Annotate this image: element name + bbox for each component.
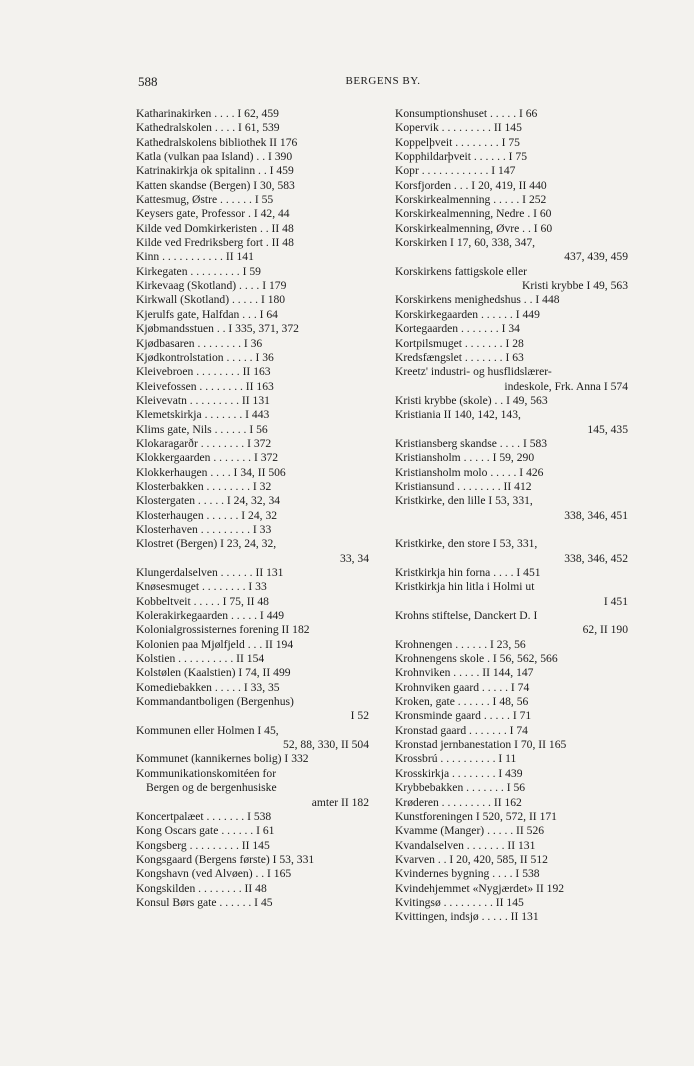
- index-entry: Klokkerhaugen . . . . I 34, II 506: [136, 465, 286, 479]
- index-entry: Kristkirkja hin forna . . . . I 451: [395, 566, 541, 579]
- index-entry: Krossbrú . . . . . . . . . . I 11: [395, 752, 517, 766]
- index-entry: Korskirkealmenning, Nedre . I 60: [395, 207, 552, 221]
- index-entry: amter II 182: [311, 795, 369, 809]
- index-entry: Korskirkens menighedshus . . I 448: [395, 293, 560, 307]
- index-entry: Kristiansund . . . . . . . . II 412: [395, 479, 532, 493]
- index-entry: Kristkirke, den lille I 53, 331,: [395, 494, 533, 508]
- index-entry: Klostret (Bergen) I 23, 24, 32,: [136, 537, 277, 551]
- index-entry: Konsumptionshuset . . . . . I 66: [395, 107, 538, 120]
- index-entry: Kvittingen, indsjø . . . . . II 131: [395, 910, 539, 924]
- index-entry: Kolonialgrossisternes forening II 182: [136, 623, 310, 637]
- index-entry: Kristiansholm molo . . . . . I 426: [395, 465, 544, 479]
- index-entry: Kommunen eller Holmen I 45,: [136, 723, 279, 737]
- index-entry: Kroken, gate . . . . . . I 48, 56: [395, 695, 529, 709]
- index-entry: Korsfjorden . . . I 20, 419, II 440: [395, 178, 547, 192]
- index-entry: Kirkwall (Skotland) . . . . . I 180: [136, 293, 286, 307]
- index-entry: Katten skandse (Bergen) I 30, 583: [136, 178, 295, 192]
- index-entry: Kilde ved Fredriksberg fort . II 48: [136, 236, 294, 250]
- index-entry: Kristkirke, den store I 53, 331,: [395, 537, 538, 551]
- index-entry: Katla (vulkan paa Island) . . I 390: [136, 150, 293, 164]
- index-entry: 52, 88, 330, II 504: [283, 738, 369, 752]
- index-entry: Katrinakirkja ok spitalinn . . I 459: [136, 164, 294, 178]
- index-entry: 437, 439, 459: [564, 250, 628, 264]
- index-entry: Kirkevaag (Skotland) . . . . I 179: [136, 279, 287, 293]
- index-entry: Kathedralskolens bibliothek II 176: [136, 135, 298, 149]
- index-entry: Kleivebroen . . . . . . . . II 163: [136, 365, 271, 379]
- index-entry: Kvindehjemmet «Nygjærdet» II 192: [395, 881, 565, 895]
- index-entry: Kristkirkja hin litla i Holmi ut: [395, 580, 535, 594]
- index-entry: Knøsesmuget . . . . . . . . I 33: [136, 580, 267, 594]
- index-entry: indeskole, Frk. Anna I 574: [504, 379, 628, 393]
- index-entry: Korskirkens fattigskole eller: [395, 264, 528, 278]
- index-entry: Koppelþveit . . . . . . . . I 75: [395, 135, 520, 149]
- index-entry: Kjødkontrolstation . . . . . I 36: [136, 350, 274, 364]
- index-entry: Krohnviken . . . . . II 144, 147: [395, 666, 534, 680]
- index-entry: 33, 34: [340, 551, 369, 565]
- index-entry: Klosterhaven . . . . . . . . . I 33: [136, 522, 272, 536]
- index-entry: I 451: [603, 594, 628, 608]
- index-entry: Kattesmug, Østre . . . . . . I 55: [136, 193, 274, 207]
- index-entry: Kredsfængslet . . . . . . . I 63: [395, 350, 524, 364]
- page-header: [138, 74, 628, 92]
- index-entry: Korskirkegaarden . . . . . . I 449: [395, 307, 540, 321]
- index-entry: Kvandalselven . . . . . . . II 131: [395, 838, 536, 852]
- index-entry: Krohnengen . . . . . . I 23, 56: [395, 637, 526, 651]
- index-entry: Kong Oscars gate . . . . . . I 61: [136, 824, 275, 838]
- index-entry: 338, 346, 452: [564, 551, 628, 565]
- index-entry: Klosterbakken . . . . . . . . I 32: [136, 479, 272, 493]
- index-entry: Kleivefossen . . . . . . . . II 163: [136, 379, 274, 393]
- index-entry: Kunstforeningen I 520, 572, II 171: [395, 809, 557, 823]
- index-entry: 145, 435: [587, 422, 628, 436]
- index-entry: Kommunikationskomitéen for: [136, 766, 277, 780]
- index-entry: Kjøbmandsstuen . . I 335, 371, 372: [136, 322, 299, 336]
- index-entry: Klokkergaarden . . . . . . . I 372: [136, 451, 279, 465]
- index-entry: Bergen og de bergenhusiske: [146, 781, 277, 795]
- index-entry: Korskirken I 17, 60, 338, 347,: [395, 236, 536, 250]
- index-entry: Kristiania II 140, 142, 143,: [395, 408, 521, 422]
- index-entry: Kongsgaard (Bergens første) I 53, 331: [136, 852, 315, 866]
- index-entry: Keysers gate, Professor . I 42, 44: [136, 207, 290, 221]
- index-entry: Kvarven . . I 20, 420, 585, II 512: [395, 852, 548, 866]
- index-entry: Kommunet (kannikernes bolig) I 332: [136, 752, 309, 766]
- index-entry: Klungerdalselven . . . . . . II 131: [136, 566, 284, 579]
- index-entry: Kortpilsmuget . . . . . . . I 28: [395, 336, 524, 350]
- index-entry: Kolstølen (Kaalstien) I 74, II 499: [136, 666, 291, 680]
- index-entry: Kirkegaten . . . . . . . . . I 59: [136, 264, 261, 278]
- index-entry: Klemetskirkja . . . . . . . I 443: [136, 408, 270, 422]
- index-entry: Kortegaarden . . . . . . . I 34: [395, 322, 520, 336]
- index-entry: Kopervik . . . . . . . . . II 145: [395, 121, 522, 135]
- index-entry: Kinn . . . . . . . . . . . II 141: [136, 250, 254, 264]
- index-entry: I 52: [350, 709, 369, 723]
- index-entry: Krohnviken gaard . . . . . I 74: [395, 680, 530, 694]
- index-entry: Klokaragarðr . . . . . . . . I 372: [136, 436, 272, 450]
- index-entry: Kristi krybbe (skole) . . I 49, 563: [395, 393, 548, 407]
- index-column-right: [395, 107, 628, 925]
- index-entry: Kongshavn (ved Alvøen) . . I 165: [136, 867, 292, 881]
- index-entry: Kronstad gaard . . . . . . . I 74: [395, 723, 528, 737]
- index-entry: Kilde ved Domkirkeristen . . II 48: [136, 221, 294, 235]
- index-entry: Kronstad jernbanestation I 70, II 165: [395, 738, 567, 752]
- index-entry: Kvindernes bygning . . . . I 538: [395, 867, 540, 881]
- index-entry: Kvamme (Manger) . . . . . II 526: [395, 824, 545, 838]
- index-entry: Krohnengens skole . I 56, 562, 566: [395, 652, 558, 666]
- index-entry: Kolstien . . . . . . . . . . II 154: [136, 652, 265, 666]
- index-entry: Kopr . . . . . . . . . . . . I 147: [395, 164, 516, 178]
- index-entry: Kathedralskolen . . . . I 61, 539: [136, 121, 280, 135]
- index-entry: Krøderen . . . . . . . . . II 162: [395, 795, 522, 809]
- index-entry: Kommandantboligen (Bergenhus): [136, 695, 294, 709]
- index-entry: 62, II 190: [582, 623, 628, 637]
- index-entry: Kronsminde gaard . . . . . I 71: [395, 709, 532, 723]
- index-entry: Konsul Børs gate . . . . . . I 45: [136, 895, 273, 909]
- index-entry: Kopphildarþveit . . . . . . I 75: [395, 150, 528, 164]
- index-entry: Kleivevatn . . . . . . . . . II 131: [136, 393, 270, 407]
- index-entry: Korskirkealmenning, Øvre . . I 60: [395, 221, 553, 235]
- index-entry: 338, 346, 451: [564, 508, 628, 522]
- index-entry: Kobbeltveit . . . . . I 75, II 48: [136, 594, 269, 608]
- index-entry: Komediebakken . . . . . I 33, 35: [136, 680, 280, 694]
- index-entry: Krohns stiftelse, Danckert D. I: [395, 609, 538, 623]
- index-entry: Kolerakirkegaarden . . . . . I 449: [136, 609, 285, 623]
- index-entry: Kristi krybbe I 49, 563: [522, 279, 628, 293]
- index-entry: Katharinakirken . . . . I 62, 459: [136, 107, 279, 120]
- running-title: BERGENS BY.: [345, 75, 421, 87]
- index-entry: Kongsberg . . . . . . . . . II 145: [136, 838, 270, 852]
- index-entry: Korskirkealmenning . . . . . I 252: [395, 193, 547, 207]
- index-entry: Kolonien paa Mjølfjeld . . . II 194: [136, 637, 294, 651]
- page-number: 588: [138, 74, 158, 89]
- index-entry: Kongskilden . . . . . . . . II 48: [136, 881, 267, 895]
- index-entry: Kristiansholm . . . . . I 59, 290: [395, 451, 535, 465]
- index-entry: Klims gate, Nils . . . . . . I 56: [136, 422, 268, 436]
- index-entry: Koncertpalæet . . . . . . . I 538: [136, 809, 272, 823]
- index-entry: Kristiansberg skandse . . . . I 583: [395, 436, 548, 450]
- index-entry: Krosskirkja . . . . . . . . I 439: [395, 766, 523, 780]
- index-entry: Krybbebakken . . . . . . . I 56: [395, 781, 526, 795]
- index-entry: Kvitingsø . . . . . . . . . II 145: [395, 895, 524, 909]
- index-entry: Kjødbasaren . . . . . . . . I 36: [136, 336, 263, 350]
- index-column-left: [136, 107, 369, 910]
- index-entry: [395, 523, 628, 537]
- index-entry: Kjerulfs gate, Halfdan . . . I 64: [136, 307, 278, 321]
- index-entry: Kreetz' industri- og husflidslærer-: [395, 365, 552, 379]
- index-entry: Klostergaten . . . . . I 24, 32, 34: [136, 494, 281, 508]
- index-entry: Klosterhaugen . . . . . . I 24, 32: [136, 508, 278, 522]
